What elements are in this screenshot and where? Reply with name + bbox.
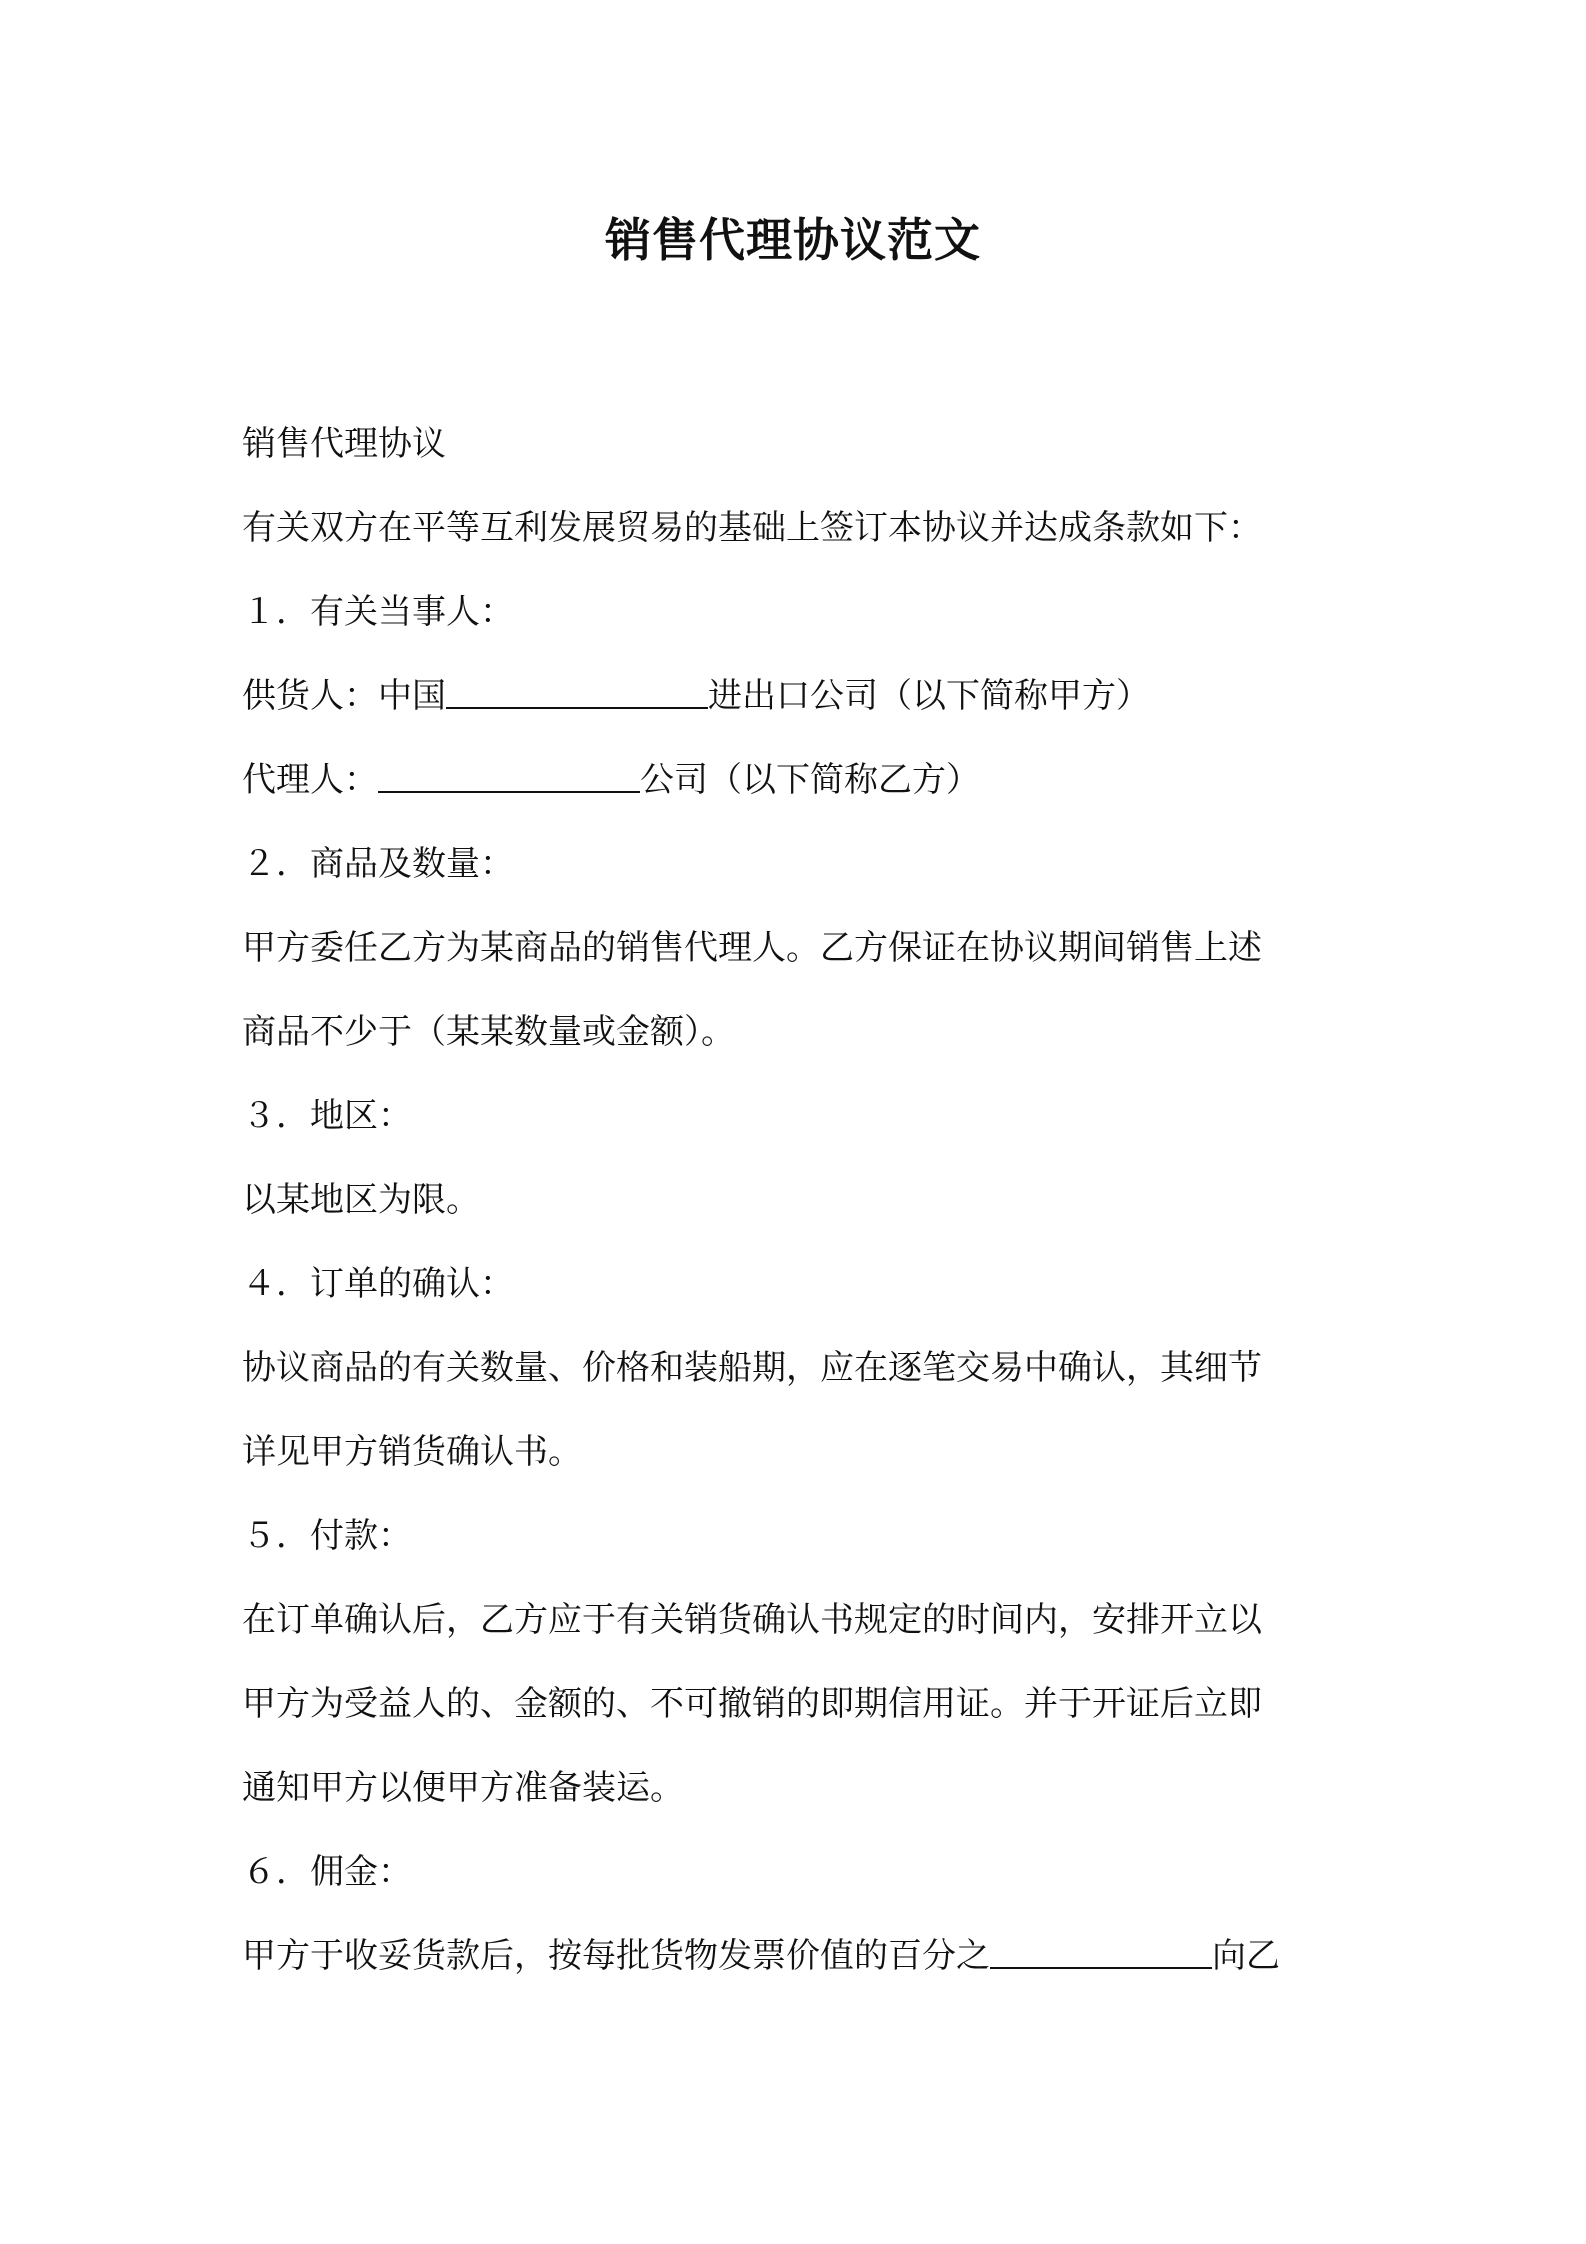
agreement-subtitle: 销售代理协议 (242, 424, 446, 464)
paragraph-line: 协议商品的有关数量、价格和装船期，应在逐笔交易中确认，其细节 (242, 1348, 1262, 1388)
commission-line (242, 1914, 1352, 1998)
agent-label: 代理人： (242, 760, 378, 800)
section-heading-commission: ６．佣金： (242, 1852, 412, 1892)
section-heading-parties: １．有关当事人： (242, 592, 514, 632)
paragraph-line: 甲方委任乙方为某商品的销售代理人。乙方保证在协议期间销售上述 (242, 928, 1262, 968)
section-heading-payment: ５．付款： (242, 1516, 412, 1556)
paragraph-line: 甲方为受益人的、金额的、不可撤销的即期信用证。并于开证后立即 (242, 1684, 1262, 1724)
agreement-intro: 有关双方在平等互利发展贸易的基础上签订本协议并达成条款如下： (242, 508, 1262, 548)
paragraph-line: 详见甲方销货确认书。 (242, 1432, 582, 1472)
section-heading-goods: ２．商品及数量： (242, 844, 514, 884)
section-heading-region: ３．地区： (242, 1096, 412, 1136)
supplier-company-text: 进出口公司（以下简称甲方） (708, 676, 1150, 716)
supplier-label: 供货人：中国 (242, 676, 446, 716)
paragraph-line: 商品不少于（某某数量或金额）。 (242, 1012, 735, 1052)
paragraph-line: 通知甲方以便甲方准备装运。 (242, 1768, 684, 1808)
agent-line (242, 738, 1352, 822)
commission-text-end: 向乙 (1212, 1936, 1280, 1976)
supplier-line (242, 654, 1352, 738)
commission-text: 甲方于收妥货款后，按每批货物发票价值的百分之 (242, 1936, 990, 1976)
agent-company-text: 公司（以下简称乙方） (640, 760, 980, 800)
document-title: 销售代理协议范文 (605, 213, 981, 267)
supplier-name-blank (446, 665, 708, 709)
document-body (242, 402, 1352, 1998)
agent-name-blank (378, 749, 640, 793)
paragraph-line: 以某地区为限。 (242, 1180, 480, 1220)
paragraph-line: 在订单确认后，乙方应于有关销货确认书规定的时间内，安排开立以 (242, 1600, 1262, 1640)
section-heading-order-confirmation: ４．订单的确认： (242, 1264, 514, 1304)
commission-percent-blank (990, 1925, 1212, 1969)
